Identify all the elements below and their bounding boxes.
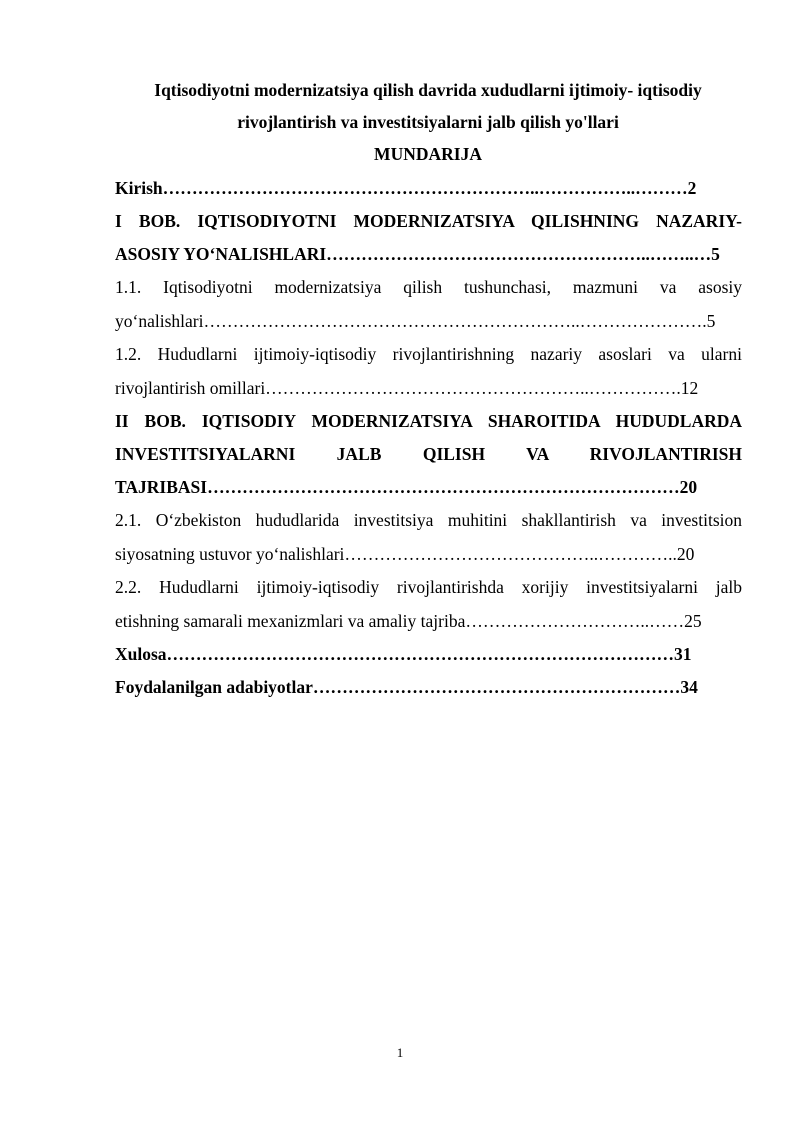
- toc-chapter-2-line-1: II BOB. IQTISODIY MODERNIZATSIYA SHAROITIDA HUDUDLARDA: [115, 411, 742, 431]
- toc-section-2-2-line-2: etishning samarali mexanizmlari va amaliy tajriba…………………………..……25: [115, 610, 702, 631]
- toc-entry-chapter-2[interactable]: [115, 405, 742, 504]
- toc-entry-section-2-2[interactable]: [115, 571, 742, 638]
- toc-entry-section-2-1[interactable]: [115, 504, 742, 571]
- toc-chapter-2-line-2: INVESTITSIYALARNI JALB QILISH VA RIVOJLANTIRISH: [115, 444, 742, 464]
- toc-section-2-1-line-2: siyosatning ustuvor yo‘nalishlari……………………………………..…………..20: [115, 543, 695, 564]
- title-line-1: Iqtisodiyotni modernizatsiya qilish davrida xududlarni ijtimoiy- iqtisodiy: [154, 80, 702, 100]
- toc-section-2-2-line-1: 2.2. Hududlarni ijtimoiy-iqtisodiy rivojlantirishda xorijiy investitsiyalarni jalb: [115, 577, 742, 597]
- table-of-contents: [115, 172, 742, 704]
- toc-entry-conclusion[interactable]: [115, 638, 742, 671]
- toc-chapter-1-line-2: ASOSIY YO‘NALISHLARI………………………………………………..……..…5: [115, 244, 720, 264]
- toc-section-1-2-line-2: rivojlantirish omillari………………………………………………..…………….12: [115, 377, 699, 398]
- toc-section-1-1-line-1: 1.1. Iqtisodiyotni modernizatsiya qilish tushunchasi, mazmuni va asosiy: [115, 277, 742, 297]
- title-line-2: rivojlantirish va investitsiyalarni jalb qilish yo'llari: [237, 112, 619, 132]
- toc-entry-section-1-1[interactable]: [115, 271, 742, 338]
- toc-entry-chapter-1[interactable]: [115, 205, 742, 271]
- toc-entry-section-1-2[interactable]: [115, 338, 742, 405]
- toc-section-1-1-line-2: yo‘nalishlari………………………………………………………..………………….5: [115, 310, 716, 331]
- toc-section-2-1-line-1: 2.1. O‘zbekiston hududlarida investitsiya muhitini shakllantirish va investitsion: [115, 510, 742, 530]
- toc-intro-text: Kirish………………………………………………………..……………..………2: [115, 178, 697, 198]
- toc-conclusion-text: Xulosa……………………………………………………………………………31: [115, 644, 692, 664]
- toc-entry-intro[interactable]: [115, 172, 742, 205]
- toc-entry-references[interactable]: [115, 671, 742, 704]
- contents-heading: MUNDARIJA: [374, 144, 482, 164]
- page-number: 1: [396, 1045, 404, 1060]
- toc-references-text: Foydalanilgan adabiyotlar………………………………………………………34: [115, 677, 698, 697]
- document-title: [113, 74, 743, 138]
- toc-section-1-2-line-1: 1.2. Hududlarni ijtimoiy-iqtisodiy rivojlantirishning nazariy asoslari va ularni: [115, 344, 742, 364]
- toc-chapter-2-line-3: TAJRIBASI………………………………………………………………………20: [115, 477, 698, 497]
- toc-chapter-1-line-1: I BOB. IQTISODIYOTNI MODERNIZATSIYA QILISHNING NAZARIY-: [115, 211, 742, 231]
